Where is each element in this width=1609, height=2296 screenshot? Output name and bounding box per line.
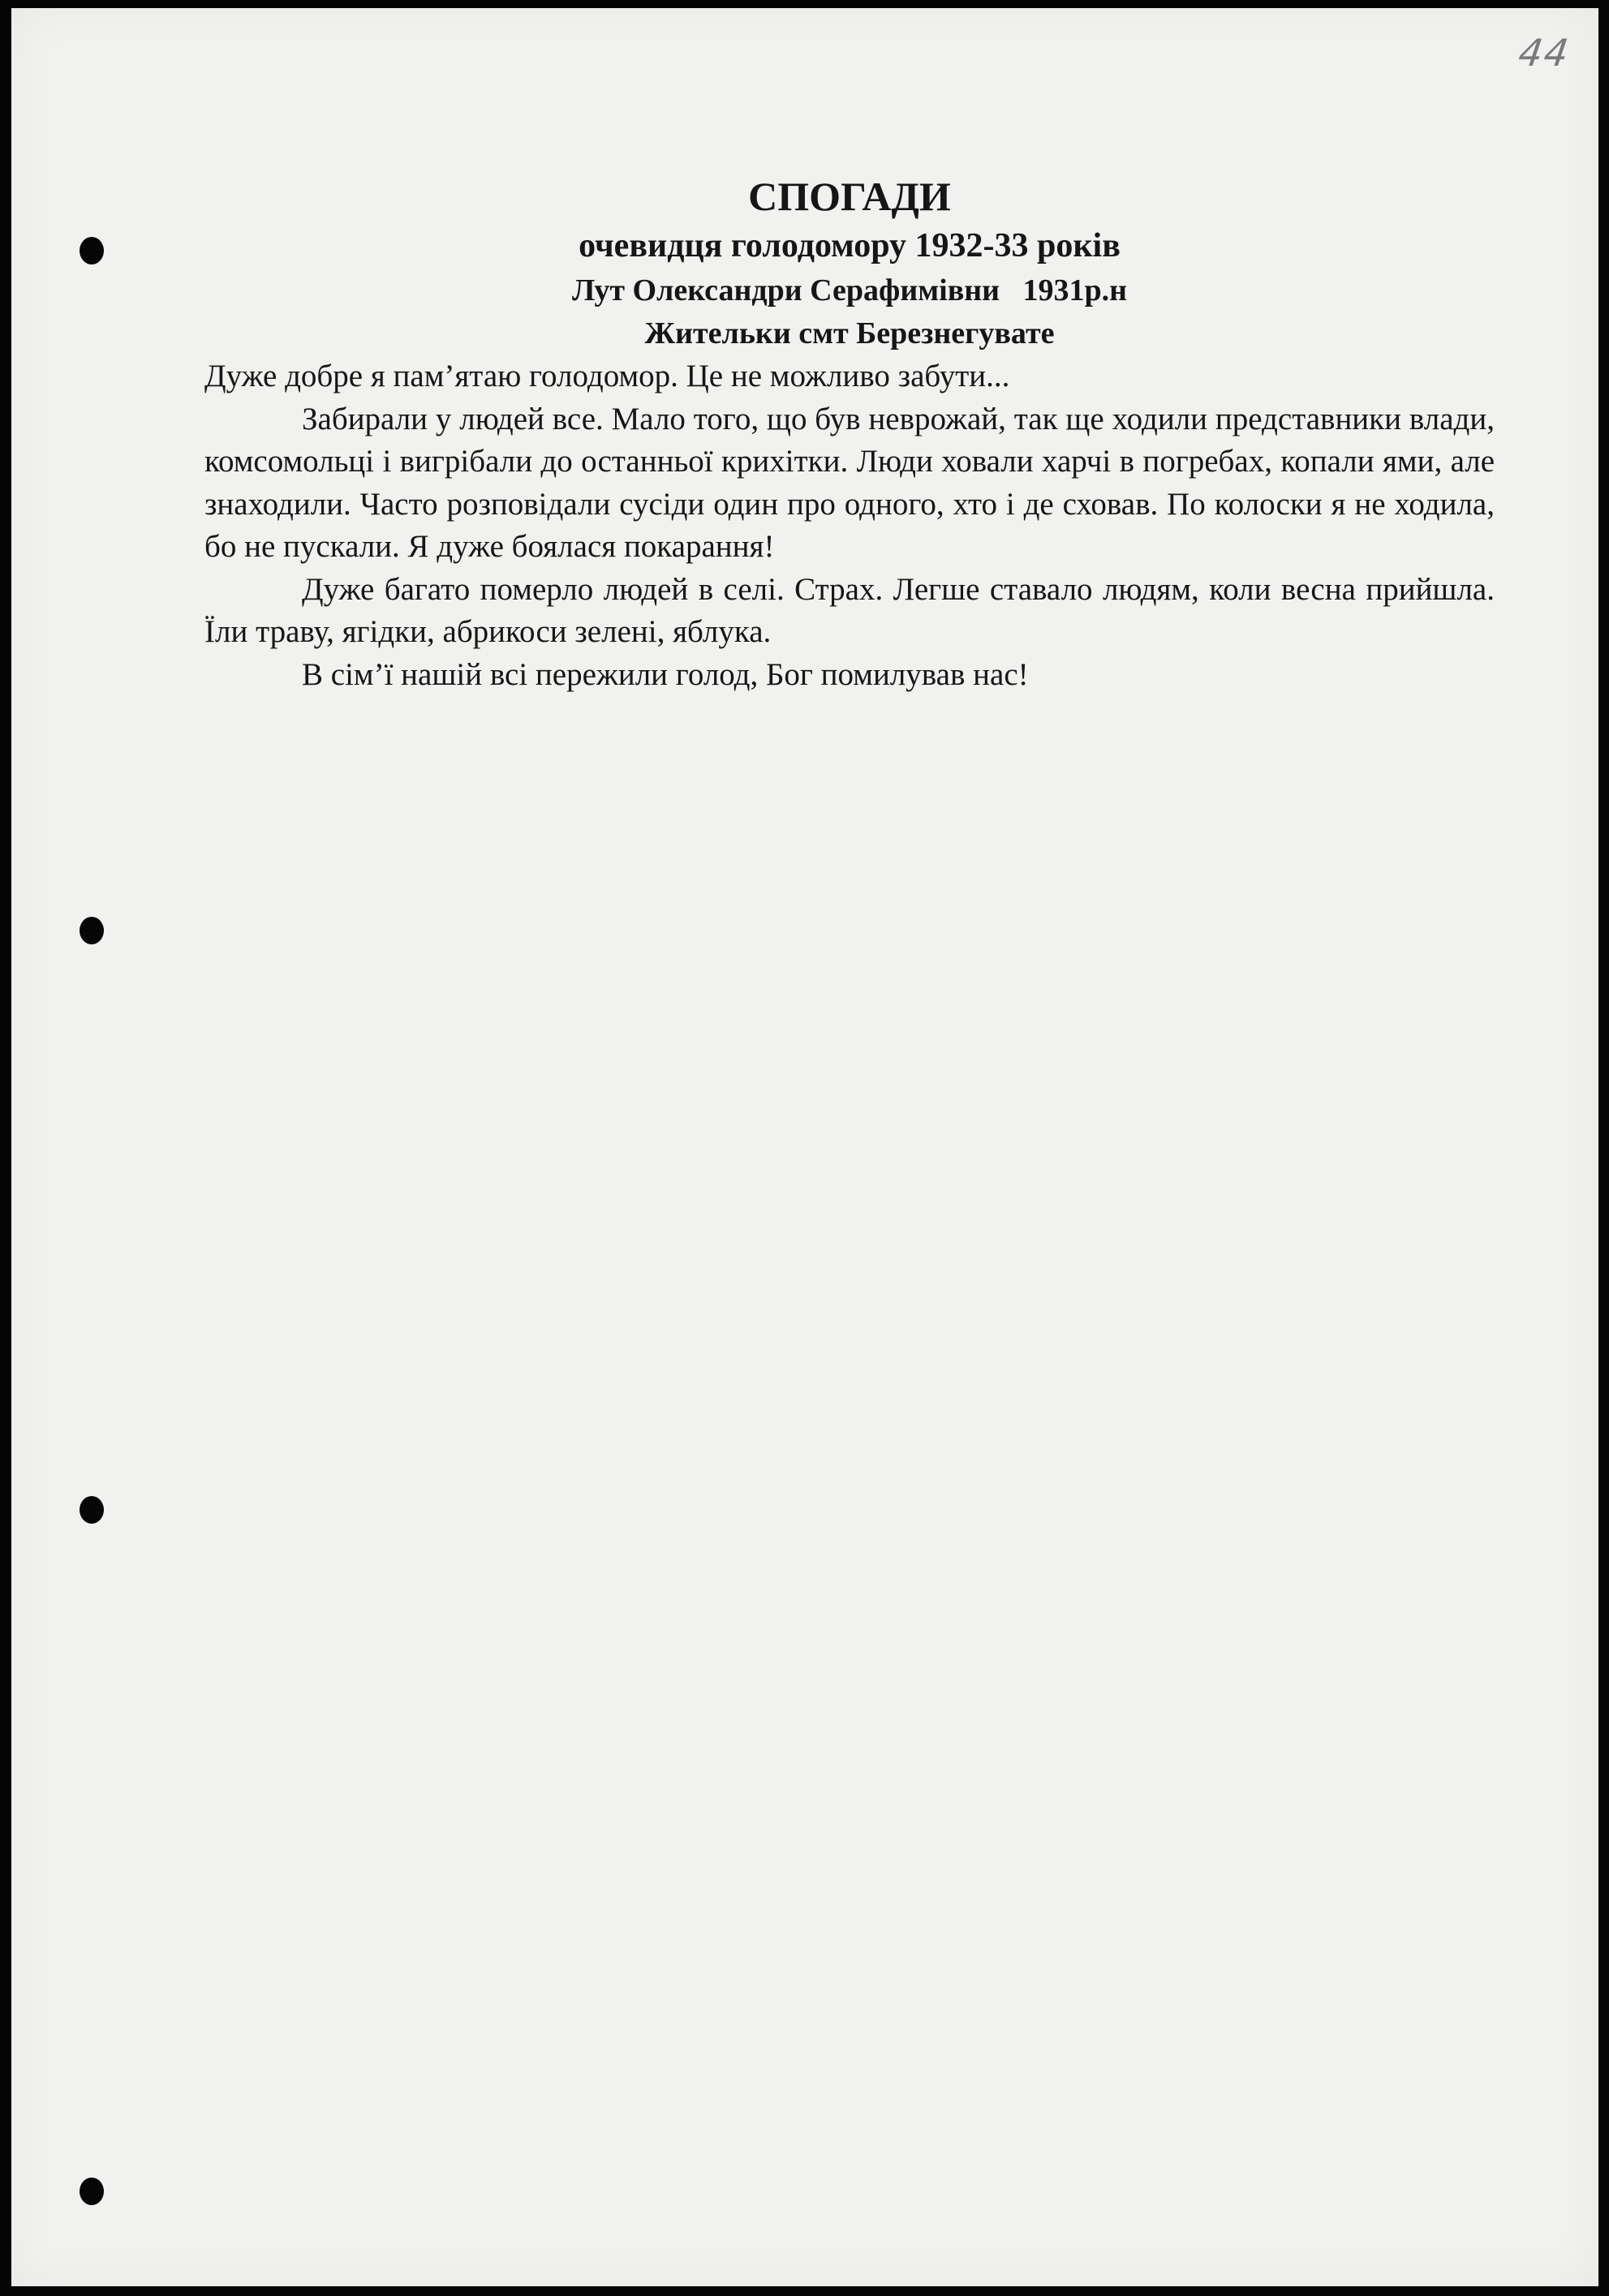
witness-residence: Жительки смт Березнегувате: [644, 316, 1055, 350]
paragraph: Дуже добре я пам’ятаю голодомор. Це не можливо забути...: [204, 359, 1010, 393]
paragraph: Забирали у людей все. Мало того, що був неврожай, так ще ходили представники влади, комсомольці і вигрібали до останньої крихітки. Люди ховали харчі в погребах, копали ями, але знаходили. Часто розповідали сусіди один про одного, хто і де сховав. По колоски я не ходила, бо не пускали. Я дуже боялася покарання!: [204, 401, 1495, 564]
paragraph: В сім’ї нашій всі пережили голод, Бог помилував нас!: [302, 656, 1029, 692]
punch-hole: [80, 2178, 104, 2205]
handwritten-page-number: 44: [1516, 31, 1573, 75]
document-page: [11, 8, 1598, 2286]
punch-hole: [80, 1496, 104, 1524]
document-title: СПОГАДИ: [748, 174, 951, 219]
punch-hole: [80, 917, 104, 944]
witness-name: Лут Олександри Серафимівни 1931р.н: [571, 273, 1128, 307]
paragraph: Дуже багато померло людей в селі. Страх. Легше ставало людям, коли весна прийшла. Їли траву, ягідки, абрикоси зелені, яблука.: [204, 571, 1495, 649]
punch-hole: [80, 237, 104, 264]
document-subtitle: очевидця голодомору 1932-33 років: [579, 227, 1121, 264]
document-body: [204, 170, 1495, 696]
